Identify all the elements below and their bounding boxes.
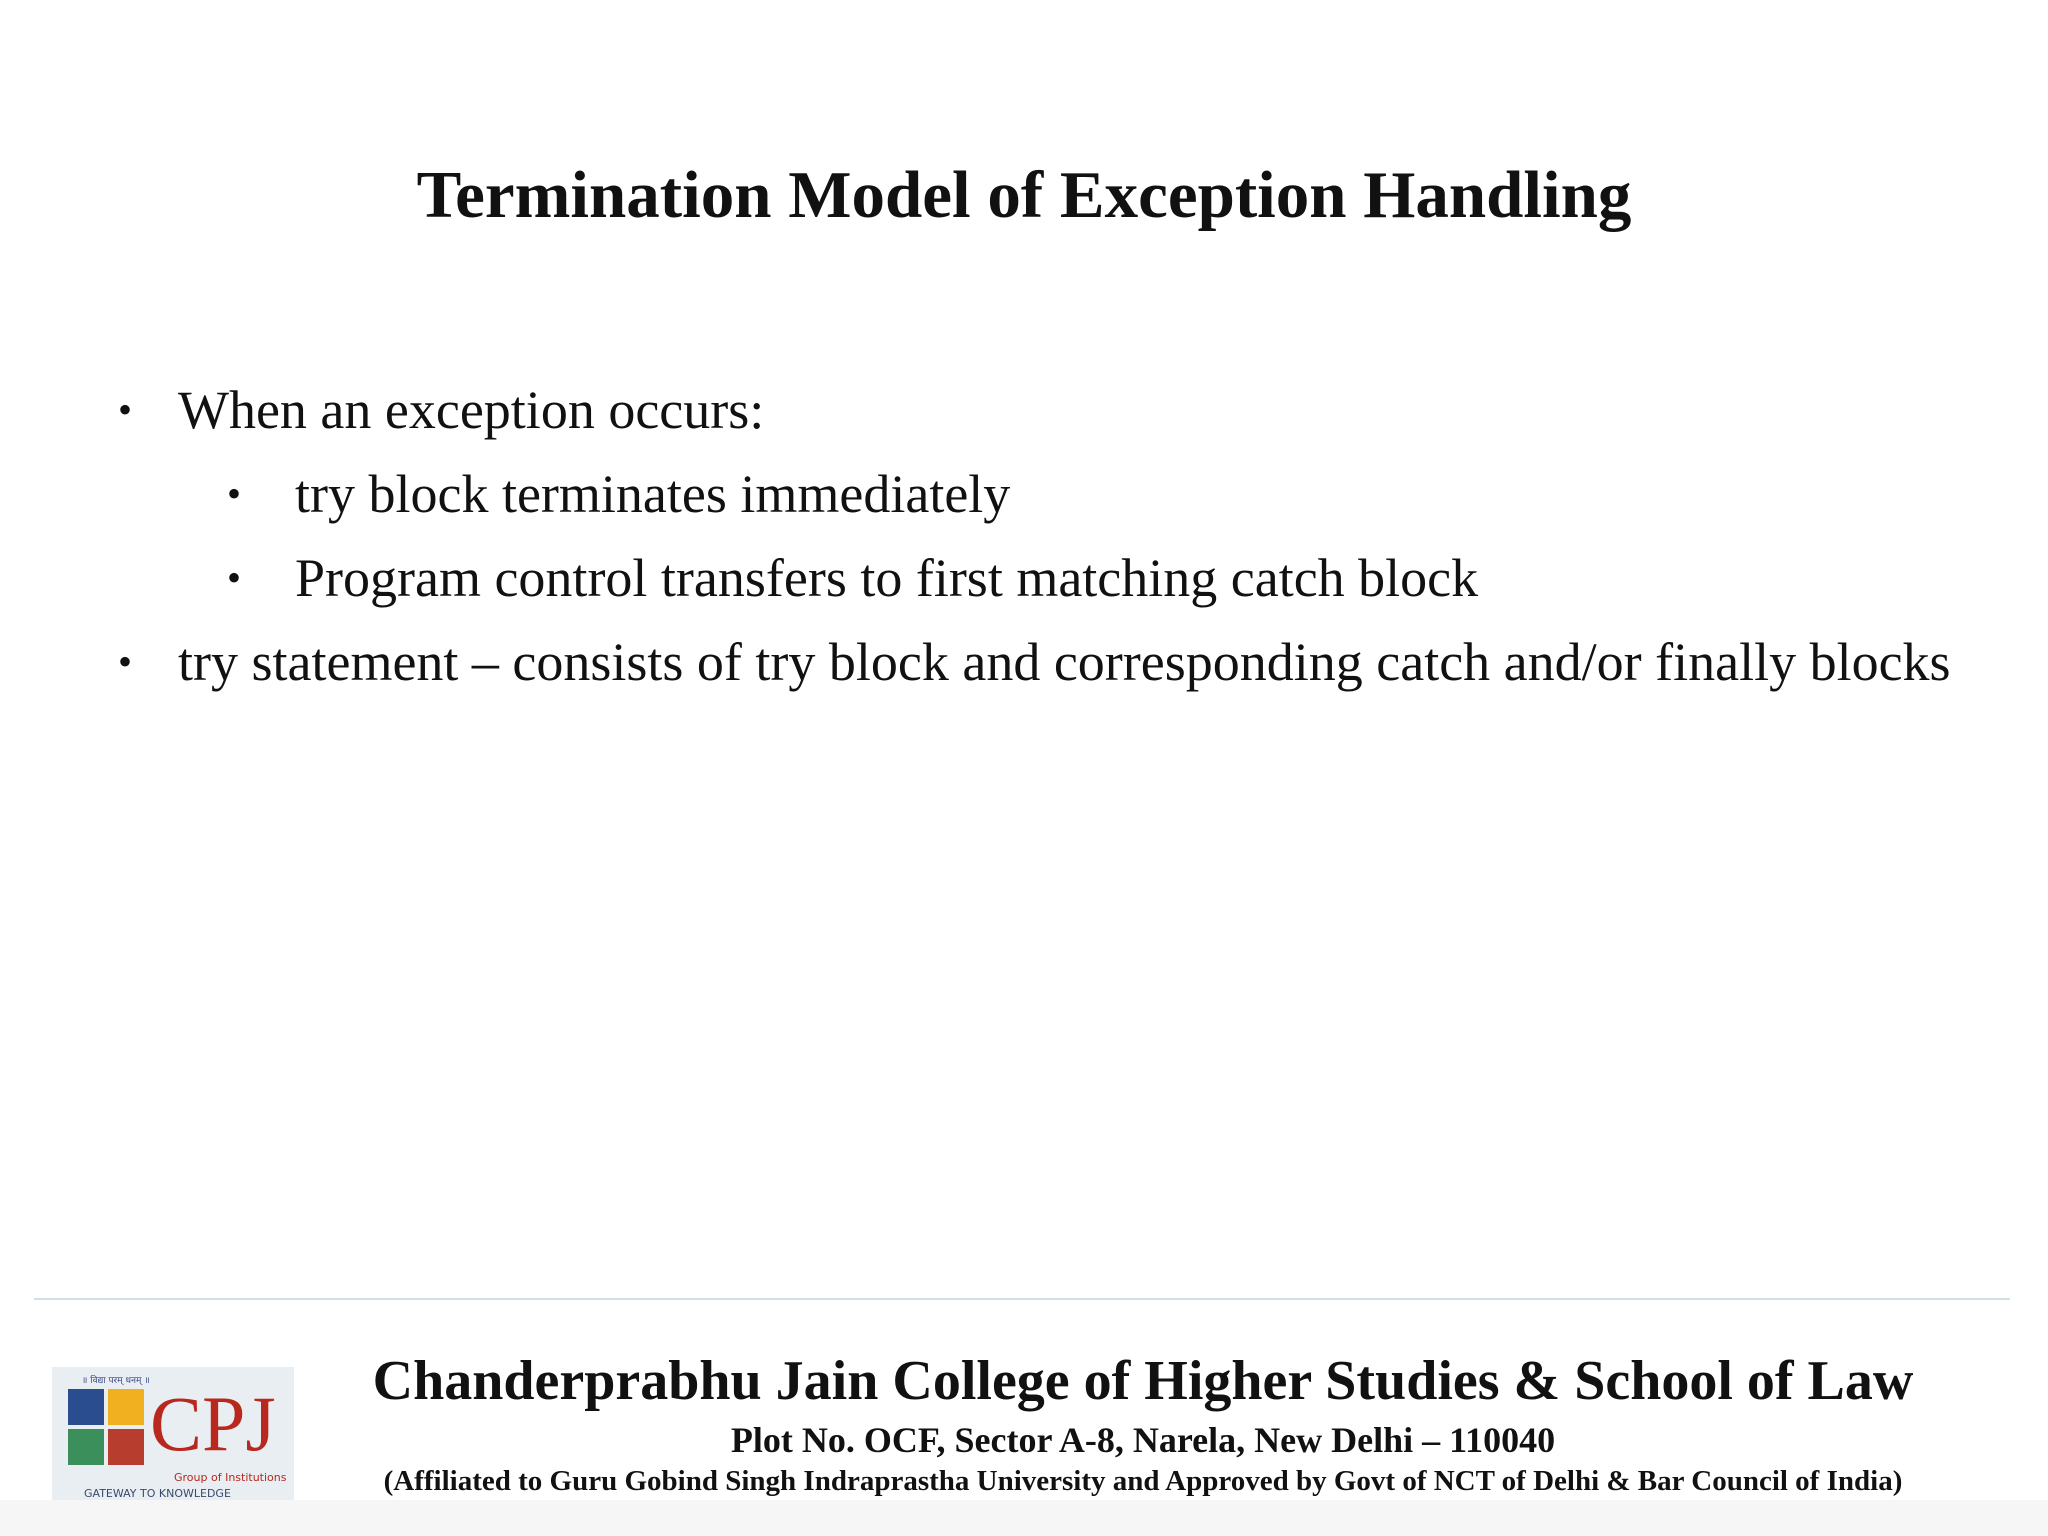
bullet-icon: •: [227, 471, 242, 516]
bullet-icon: •: [118, 639, 133, 684]
bullet-item-2: [118, 627, 1958, 697]
logo-motto: ॥ विद्या परम् धनम् ॥: [82, 1376, 150, 1386]
slide-title: Termination Model of Exception Handling: [416, 158, 1632, 232]
scales-icon: [68, 1429, 104, 1465]
bullet-list: [118, 375, 1958, 711]
person-icon: [108, 1429, 144, 1465]
college-address: Plot No. OCF, Sector A-8, Narela, New Delhi – 110040: [730, 1420, 1556, 1460]
college-logo: [52, 1367, 294, 1505]
logo-group-text: Group of Institutions: [174, 1471, 287, 1484]
sub-bullet-item-2: [118, 543, 1958, 613]
bullet-icon: •: [118, 387, 133, 432]
sub-bullet-item-1: [118, 459, 1958, 529]
bullet-item-1: [118, 375, 1958, 445]
bullet-icon: •: [227, 555, 242, 600]
footer-divider: [34, 1298, 2010, 1300]
bullet-text: try statement – consists of try block and corresponding catch and/or finally blocks: [178, 632, 1951, 692]
college-affiliation: (Affiliated to Guru Gobind Singh Indraprastha University and Approved by Govt of NCT of Delhi & Bar Council of India): [383, 1465, 1903, 1497]
college-name: Chanderprabhu Jain College of Higher Studies & School of Law: [372, 1350, 1914, 1412]
logo-letters: CPJ: [150, 1380, 276, 1467]
footer-strip: [0, 1500, 2048, 1536]
globe-icon: [108, 1389, 144, 1425]
sub-bullet-text: Program control transfers to first matching catch block: [295, 548, 1479, 608]
graduation-cap-icon: [68, 1389, 104, 1425]
bullet-text: When an exception occurs:: [178, 380, 765, 440]
logo-tagline: GATEWAY TO KNOWLEDGE: [84, 1487, 231, 1500]
sub-bullet-text: try block terminates immediately: [295, 464, 1011, 524]
